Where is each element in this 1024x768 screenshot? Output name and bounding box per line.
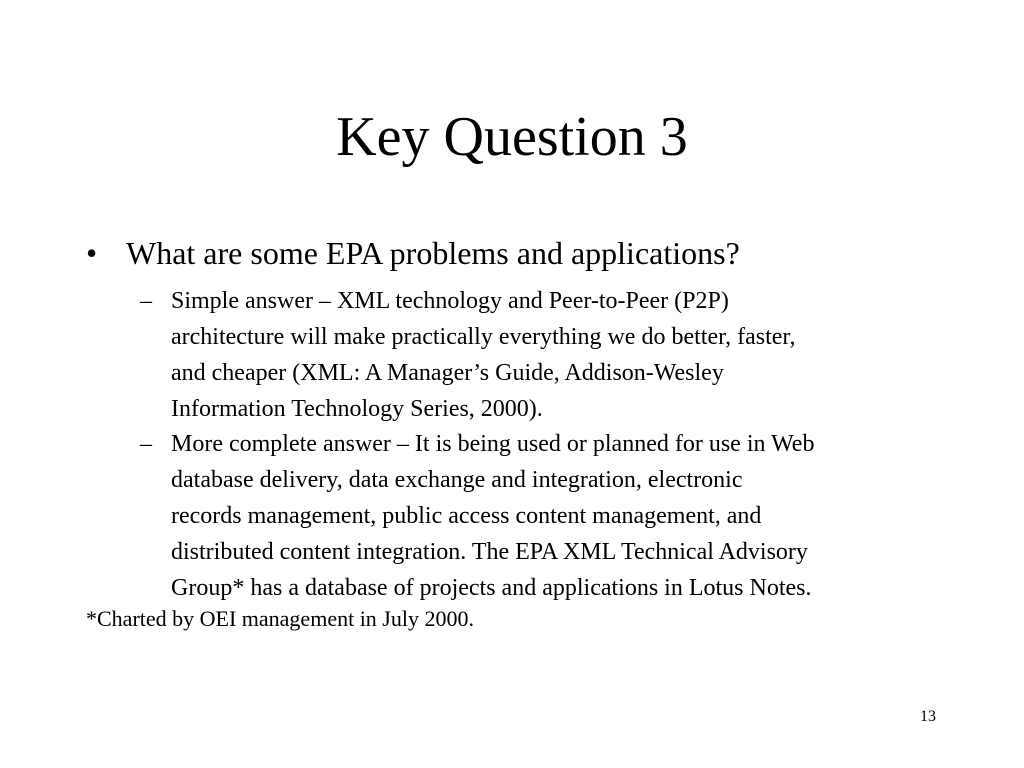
main-bullet-text: What are some EPA problems and applications? [126, 235, 740, 271]
text-line: More complete answer – It is being used or planned for use in Web [171, 431, 815, 457]
page-number: 13 [920, 708, 936, 725]
text-line: Group* has a database of projects and applications in Lotus Notes. [171, 575, 812, 601]
sub-bullet-complete-answer [140, 426, 960, 606]
text-line: Information Technology Series, 2000). [171, 396, 543, 422]
sub-bullet-simple-answer [140, 283, 960, 427]
sub-bullet-text [171, 283, 951, 427]
dash-marker: – [140, 431, 152, 457]
text-line: records management, public access content management, and [171, 503, 762, 529]
slide-title: Key Question 3 [336, 106, 688, 168]
sub-bullet-text [171, 426, 951, 606]
bullet-marker: • [86, 235, 98, 271]
text-line: database delivery, data exchange and integration, electronic [171, 467, 743, 493]
text-line: Simple answer – XML technology and Peer-to-Peer (P2P) [171, 288, 729, 314]
text-line: and cheaper (XML: A Manager’s Guide, Addison-Wesley [171, 360, 724, 386]
dash-marker: – [140, 288, 152, 314]
text-line: architecture will make practically everything we do better, faster, [171, 324, 796, 350]
text-line: distributed content integration. The EPA XML Technical Advisory [171, 539, 808, 565]
footnote: *Charted by OEI management in July 2000. [86, 606, 474, 631]
